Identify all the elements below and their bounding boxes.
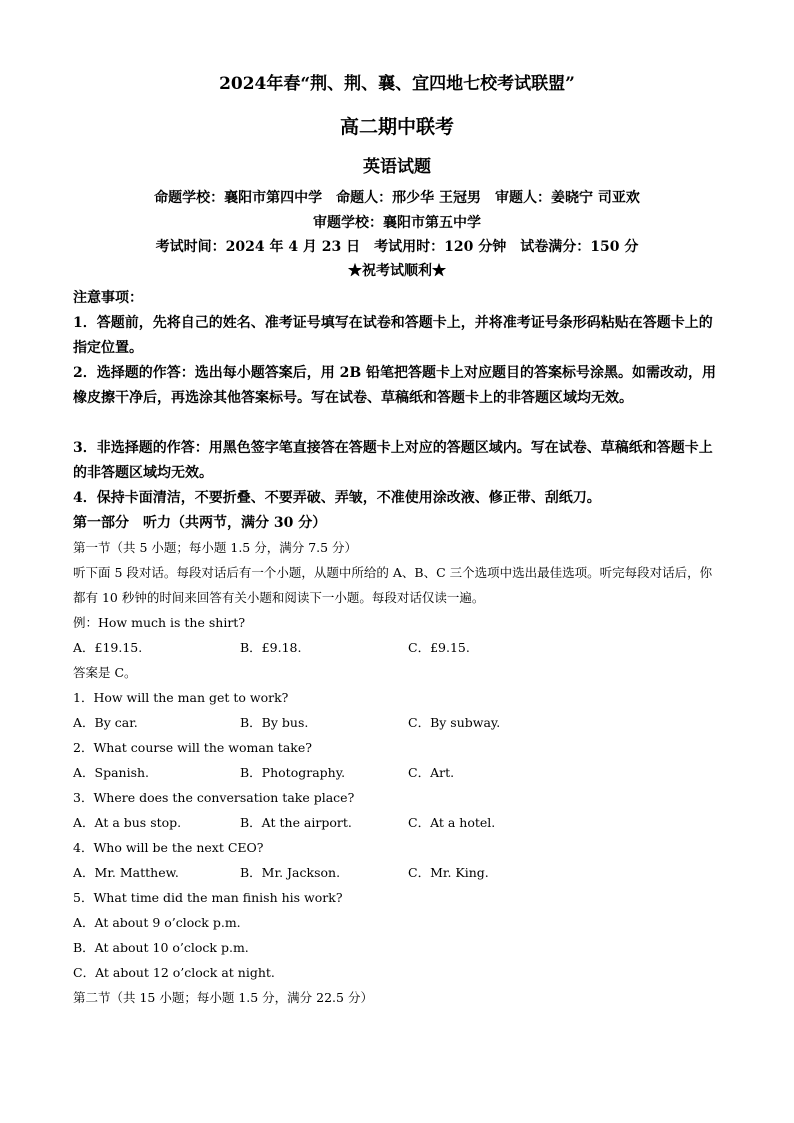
section1-heading: 第一节（共 5 小题；每小题 1.5 分，满分 7.5 分） [73,540,358,555]
section2-heading: 第二节（共 15 小题；每小题 1.5 分，满分 22.5 分） [73,990,373,1005]
notice-item-4: 4．保持卡面清洁，不要折叠、不要弄破、弄皱，不准使用涂改液、修正带、刮纸刀。 [73,490,601,506]
exam-title: 2024年春“荆、荆、襄、宜四地七校考试联盟” [219,74,575,94]
example-answer: 答案是 C。 [73,665,137,680]
notice-item-1: 1．答题前，先将自己的姓名、准考证号填写在试卷和答题卡上，并将准考证号条形码粘贴在答题卡上的指定位置。 [73,315,713,356]
q1-option-c: C．By subway. [408,715,501,730]
q4-option-a: A．Mr. Matthew. [73,865,179,880]
q1-option-b: B．By bus. [240,715,309,730]
review-school: 审题学校：襄阳市第五中学 [313,215,481,231]
exam-subtitle: 高二期中联考 [339,116,454,138]
question-2: 2．What course will the woman take? [73,740,312,755]
notice-item-2: 2．选择题的作答：选出每小题答案后，用 2B 铅笔把答题卡上对应题目的答案标号涂黑。如需改动，用橡皮擦干净后，再选涂其他答案标号。写在试卷、草稿纸和答题卡上的非答题区域均无效。 [73,365,717,406]
example-question: 例：How much is the shirt? [73,615,246,630]
question-4: 4．Who will be the next CEO? [73,840,264,855]
question-5: 5．What time did the man finish his work? [73,890,343,905]
notice-item-3: 3．非选择题的作答：用黑色签字笔直接答在答题卡上对应的答题区域内。写在试卷、草稿纸和答题卡上的非答题区域均无效。 [73,440,713,481]
example-option-c: C．£9.15. [408,640,470,655]
q4-option-c: C．Mr. King. [408,865,489,880]
part1-heading: 第一部分 听力（共两节，满分 30 分） [73,515,327,531]
q5-option-a: A．At about 9 o’clock p.m. [73,915,241,930]
example-option-b: B．£9.18. [240,640,302,655]
q2-option-a: A．Spanish. [73,765,150,780]
question-1: 1．How will the man get to work? [73,690,289,705]
q3-option-a: A．At a bus stop. [73,815,182,830]
q3-option-c: C．At a hotel. [408,815,496,830]
subject-title: 英语试题 [363,157,431,177]
good-luck-wish: ★祝考试顺利★ [348,263,446,279]
q5-option-c: C．At about 12 o’clock at night. [73,965,275,980]
example-option-a: A．£19.15. [73,640,143,655]
exam-info: 考试时间：2024 年 4 月 23 日 考试用时：120 分钟 试卷满分：150 分 [155,239,639,255]
q3-option-b: B．At the airport. [240,815,352,830]
setter-info: 命题学校：襄阳市第四中学 命题人：邢少华 王冠男 审题人：姜晓宁 司亚欢 [154,190,640,206]
q2-option-c: C．Art. [408,765,455,780]
question-3: 3．Where does the conversation take place? [73,790,355,805]
notice-heading: 注意事项： [73,290,143,306]
section1-instructions: 听下面 5 段对话。每段对话后有一个小题，从题中所给的 A、B、C 三个选项中选出最佳选项。听完每段对话后，你都有 10 秒钟的时间来回答有关小题和阅读下一小题。每段对话仅读一遍。 [73,565,713,605]
q4-option-b: B．Mr. Jackson. [240,865,341,880]
q5-option-b: B．At about 10 o’clock p.m. [73,940,249,955]
q1-option-a: A．By car. [73,715,138,730]
q2-option-b: B．Photography. [240,765,346,780]
